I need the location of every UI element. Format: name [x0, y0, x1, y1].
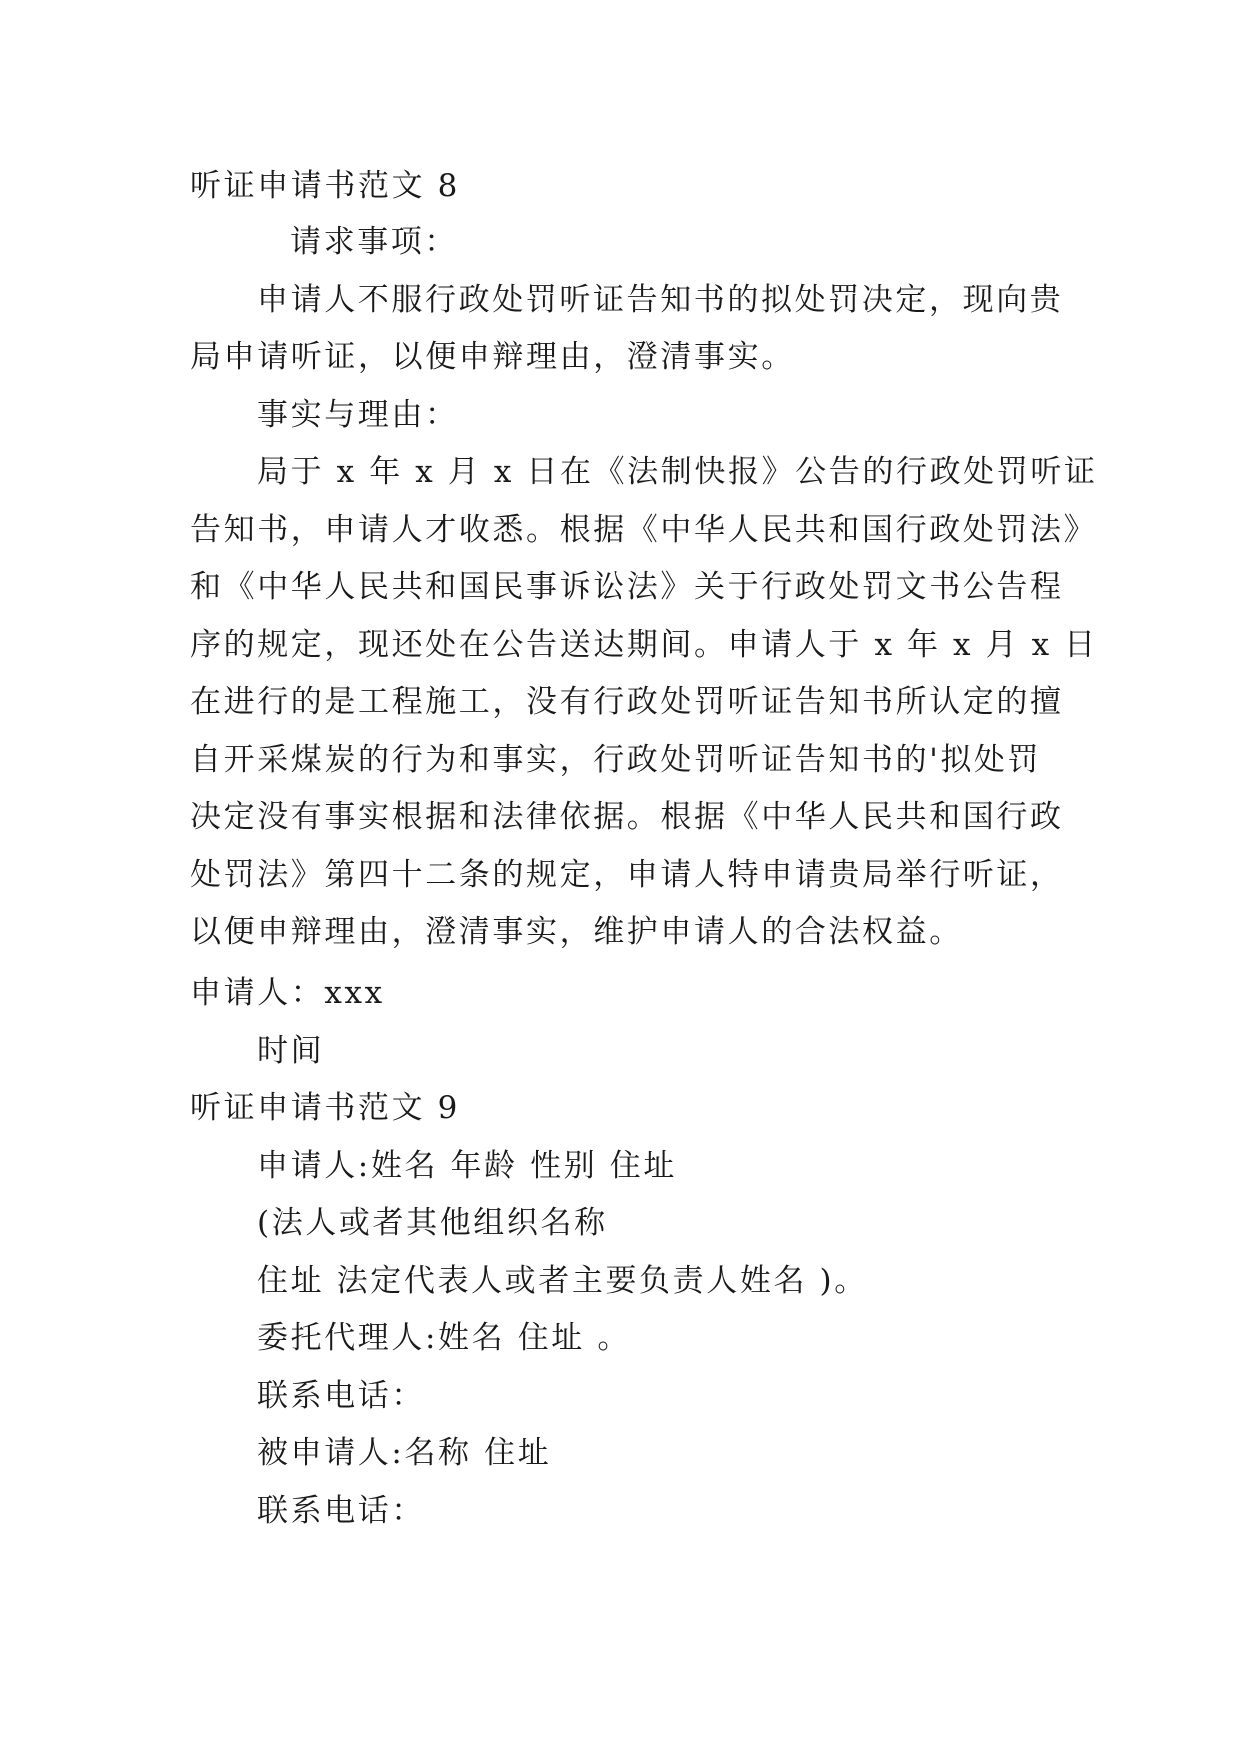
form-line-respondent: 被申请人:名称 住址 [257, 1435, 552, 1471]
request-line: 局申请听证，以便申辩理由，澄清事实。 [190, 339, 795, 375]
facts-line: 告知书，申请人才收悉。根据《中华人民共和国行政处罚法》 [190, 512, 1098, 548]
facts-line: 局于 x 年 x 月 x 日在《法制快报》公告的行政处罚听证 [257, 454, 1098, 490]
facts-line: 决定没有事实根据和法律依据。根据《中华人民共和国行政 [190, 799, 1064, 835]
facts-line: 自开采煤炭的行为和事实，行政处罚听证告知书的'拟处罚 [190, 742, 1042, 778]
facts-line: 序的规定，现还处在公告送达期间。申请人于 x 年 x 月 x 日 [190, 627, 1098, 663]
request-heading: 请求事项： [290, 224, 458, 260]
section-8-title: 听证申请书范文 8 [190, 168, 460, 204]
applicant-signature: 申请人：xxx [190, 975, 385, 1011]
facts-line: 处罚法》第四十二条的规定，申请人特申请贵局举行听证， [190, 857, 1064, 893]
request-line: 申请人不服行政处罚听证告知书的拟处罚决定，现向贵 [257, 282, 1064, 318]
facts-line: 以便申辩理由，澄清事实，维护申请人的合法权益。 [190, 914, 963, 950]
facts-line: 在进行的是工程施工，没有行政处罚听证告知书所认定的擅 [190, 684, 1064, 720]
form-line-agent: 委托代理人:姓名 住址 。 [257, 1320, 631, 1356]
facts-heading: 事实与理由： [257, 397, 459, 433]
form-line-organization: (法人或者其他组织名称 [257, 1205, 608, 1241]
facts-line: 和《中华人民共和国民事诉讼法》关于行政处罚文书公告程 [190, 569, 1064, 605]
section-9-title: 听证申请书范文 9 [190, 1090, 460, 1126]
form-line-applicant: 申请人:姓名 年龄 性别 住址 [257, 1148, 678, 1184]
form-line-phone: 联系电话： [257, 1378, 425, 1414]
time-label: 时间 [257, 1033, 325, 1069]
form-line-representative: 住址 法定代表人或者主要负责人姓名 )。 [257, 1263, 868, 1299]
form-line-phone: 联系电话： [257, 1493, 425, 1529]
